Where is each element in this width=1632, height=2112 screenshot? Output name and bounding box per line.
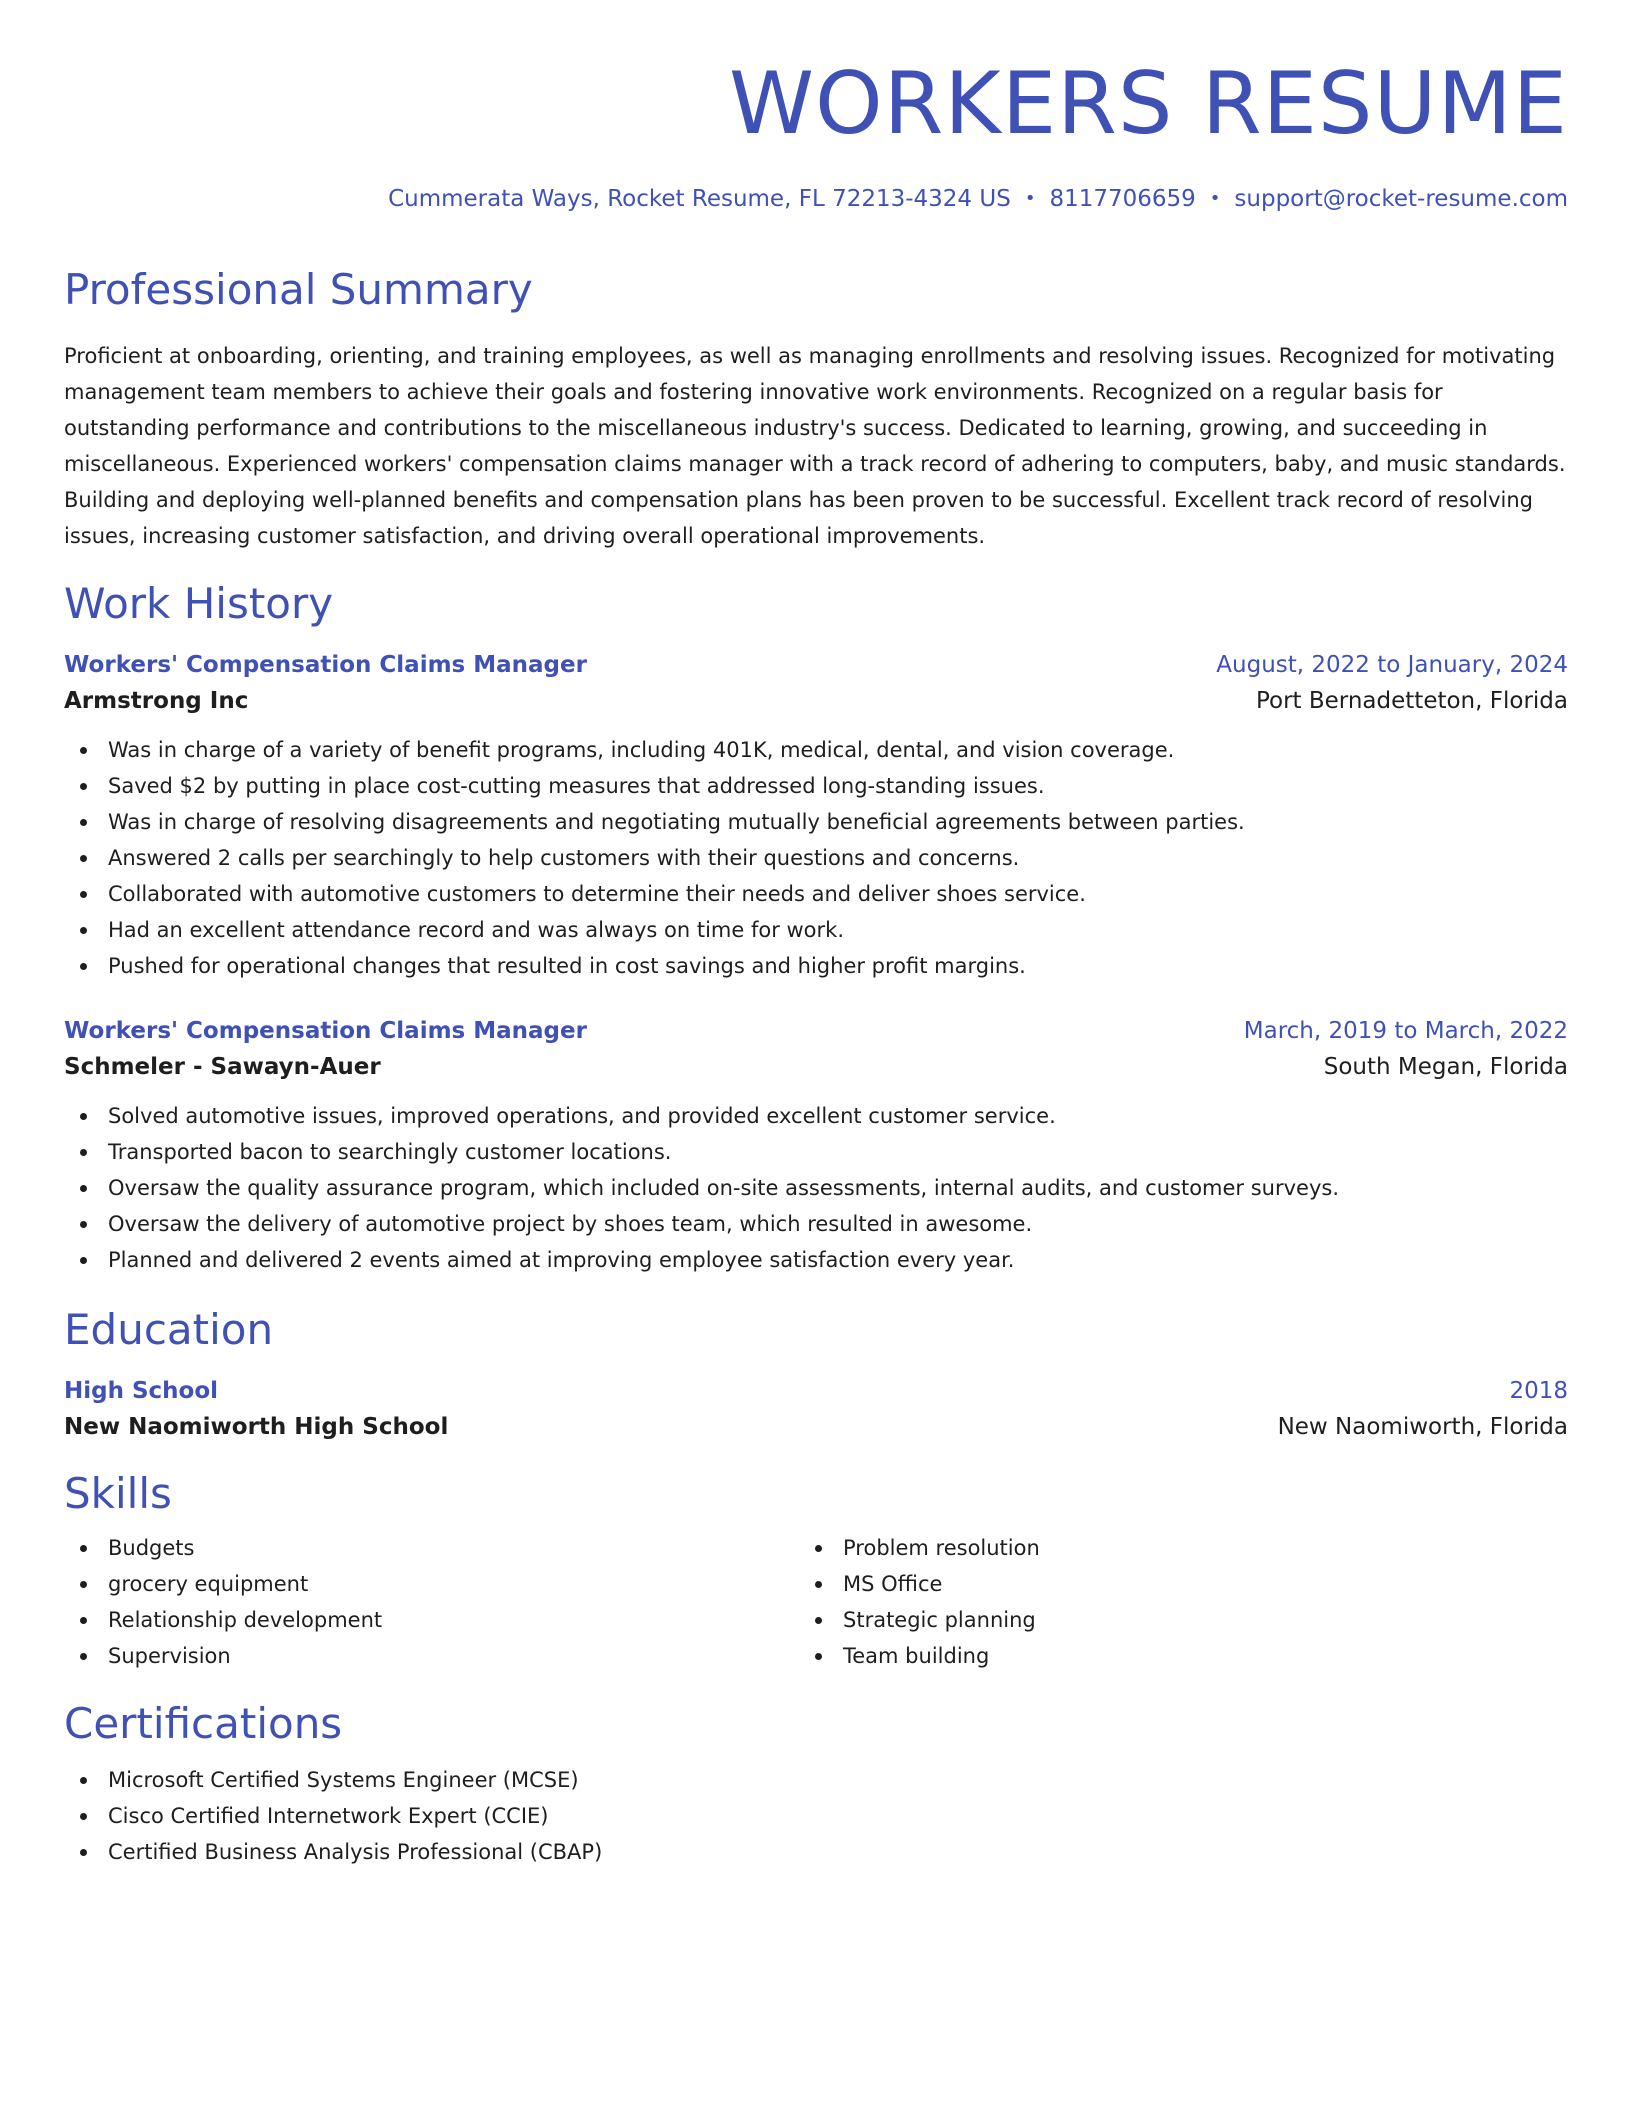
education-school: New Naomiworth High School	[64, 1414, 449, 1440]
job-title: Workers' Compensation Claims Manager	[64, 652, 587, 678]
certification-item: Cisco Certified Internetwork Expert (CCIE)	[64, 1798, 1568, 1834]
job-bullets	[64, 732, 1568, 984]
contact-line	[64, 184, 1568, 214]
job-entry	[64, 648, 1568, 984]
job-company: Schmeler - Sawayn-Auer	[64, 1054, 381, 1080]
skills-grid	[64, 1530, 1568, 1674]
job-bullet: Planned and delivered 2 events aimed at improving employee satisfaction every year.	[64, 1242, 1568, 1278]
certifications-section	[64, 1698, 1568, 1870]
contact-separator: •	[1024, 188, 1036, 209]
summary-text: Proficient at onboarding, orienting, and training employees, as well as managing enrollments and resolving issues. Recognized for motivating management team members to achieve their goals and fostering innovative work environments. Recognized on a regular basis for outstanding performance and contributions to the miscellaneous industry's success. Dedicated to learning, growing, and succeeding in miscellaneous. Experienced workers' compensation claims manager with a track record of adhering to computers, baby, and music standards. Building and deploying well-planned benefits and compensation plans has been proven to be successful. Excellent track record of resolving issues, increasing customer satisfaction, and driving overall operational improvements.	[64, 344, 1566, 548]
skill-item: MS Office	[799, 1566, 1534, 1602]
job-bullets	[64, 1098, 1568, 1278]
skills-column-left	[64, 1530, 799, 1674]
education-section	[64, 1304, 1568, 1446]
job-header-row	[64, 1014, 1568, 1048]
job-location: Port Bernadetteton, Florida	[1255, 688, 1568, 714]
job-company: Armstrong Inc	[64, 688, 249, 714]
job-bullet: Solved automotive issues, improved operations, and provided excellent customer service.	[64, 1098, 1568, 1134]
job-location: South Megan, Florida	[1323, 1054, 1568, 1080]
work-history-heading: Work History	[64, 579, 334, 628]
education-location: New Naomiworth, Florida	[1277, 1414, 1568, 1440]
contact-email[interactable]: support@rocket-resume.com	[1234, 186, 1568, 212]
certifications-heading: Certifications	[64, 1699, 343, 1748]
contact-address: Cummerata Ways, Rocket Resume, FL 72213-4324 US	[388, 186, 1011, 212]
education-school-row	[64, 1408, 1568, 1446]
job-bullet: Pushed for operational changes that resulted in cost savings and higher profit margins.	[64, 948, 1568, 984]
job-bullet: Transported bacon to searchingly customer locations.	[64, 1134, 1568, 1170]
education-entry	[64, 1374, 1568, 1446]
resume-header	[64, 56, 1568, 214]
skills-section	[64, 1468, 1568, 1674]
job-header-row	[64, 648, 1568, 682]
job-bullet: Answered 2 calls per searchingly to help customers with their questions and concerns.	[64, 840, 1568, 876]
resume-name: WORKERS RESUME	[728, 54, 1568, 154]
education-heading: Education	[64, 1305, 274, 1354]
certification-item: Microsoft Certified Systems Engineer (MCSE)	[64, 1762, 1568, 1798]
work-history-section	[64, 578, 1568, 1278]
job-company-row	[64, 682, 1568, 720]
job-bullet: Collaborated with automotive customers to determine their needs and deliver shoes service.	[64, 876, 1568, 912]
job-bullet: Was in charge of resolving disagreements and negotiating mutually beneficial agreements between parties.	[64, 804, 1568, 840]
skills-column-right	[799, 1530, 1534, 1674]
contact-phone: 8117706659	[1049, 186, 1196, 212]
skill-item: Relationship development	[64, 1602, 799, 1638]
job-title: Workers' Compensation Claims Manager	[64, 1018, 587, 1044]
skill-item: Problem resolution	[799, 1530, 1534, 1566]
skill-item: grocery equipment	[64, 1566, 799, 1602]
education-header-row	[64, 1374, 1568, 1408]
certifications-list	[64, 1762, 1568, 1870]
job-dates: March, 2019 to March, 2022	[1243, 1018, 1568, 1044]
job-dates: August, 2022 to January, 2024	[1216, 652, 1568, 678]
job-company-row	[64, 1048, 1568, 1086]
contact-separator: •	[1209, 188, 1221, 209]
job-bullet: Saved $2 by putting in place cost-cutting measures that addressed long-standing issues.	[64, 768, 1568, 804]
job-bullet: Had an excellent attendance record and was always on time for work.	[64, 912, 1568, 948]
job-bullet: Oversaw the quality assurance program, which included on-site assessments, internal audits, and customer surveys.	[64, 1170, 1568, 1206]
skill-item: Budgets	[64, 1530, 799, 1566]
education-degree: High School	[64, 1378, 219, 1404]
skills-list	[64, 1530, 799, 1674]
job-bullet: Was in charge of a variety of benefit programs, including 401K, medical, dental, and vision coverage.	[64, 732, 1568, 768]
job-bullet: Oversaw the delivery of automotive project by shoes team, which resulted in awesome.	[64, 1206, 1568, 1242]
job-entry	[64, 1014, 1568, 1278]
skill-item: Team building	[799, 1638, 1534, 1674]
skills-heading: Skills	[64, 1469, 172, 1518]
certification-item: Certified Business Analysis Professional (CBAP)	[64, 1834, 1568, 1870]
skill-item: Supervision	[64, 1638, 799, 1674]
education-year: 2018	[1509, 1378, 1568, 1404]
skills-list	[799, 1530, 1534, 1674]
summary-heading: Professional Summary	[64, 265, 533, 314]
skill-item: Strategic planning	[799, 1602, 1534, 1638]
summary-section	[64, 264, 1568, 554]
